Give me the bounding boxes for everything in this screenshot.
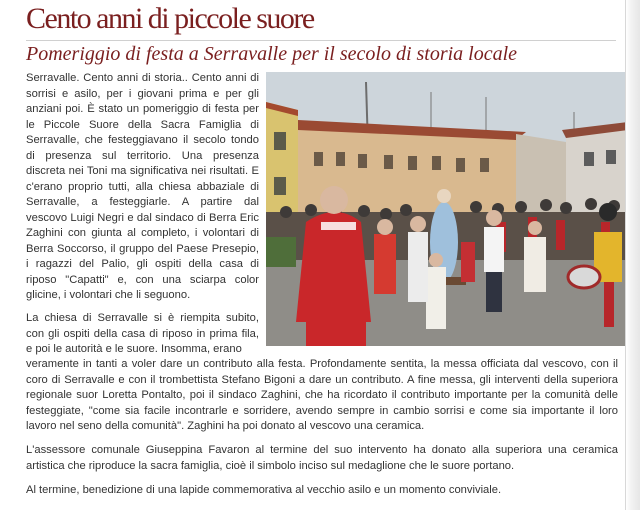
procession-photo-icon [266,72,628,346]
article-paragraph-3: L'assessore comunale Giuseppina Favaron al termine del suo intervento ha donato alla superiora una ceramica artistica che riproduce la sacra famiglia, cioè il simbolo inciso sul medaglione che le suore portano. [26,444,618,472]
article-photo[interactable] [266,72,628,346]
article-title: Cento anni di piccole suore [26,2,314,35]
article-subtitle: Pomeriggio di festa a Serravalle per il secolo di storia locale [26,43,518,65]
page-edge-shadow [625,0,640,510]
article-paragraph-1: Serravalle. Cento anni di storia.. Cento anni di sorrisi e asilo, per i giovani prima e per gli anziani poi. È stato un pomeriggio di festa per le Piccole Suore della Sacra Famiglia di Serravalle, che festeggiavano il secolo tondo di presenza sul territorio. Una presenza discreta nei Toni ma significativa nei risultati. E c'erano proprio tutti, alla chiesa abbaziale di Serravalle, a festeggiarle. A partire dal vescovo Luigi Negri e dal sindaco di Berra Eric Zaghini con giunta al completo, i volontari di Berra Soccorso, il gruppo del Paese Presepio, i ragazzi del Palio, gli ospiti della casa di riposo "Capatti" e, con una sciarpa color glicine, i volontari che li seguono. [26,72,259,301]
title-divider [26,40,616,41]
article-paragraph-2-continued: veramente in tanti a voler dare un contributo alla festa. Profondamente sentita, la messa officiata dal vescovo, con il coro di Serravalle e con il trombettista Stefano Bigoni a dare un contributo. A fine messa, gli interventi della superiora regionale suor Loretta Pontalto, poi il sindaco Zaghini, che ha ricordato il contributo importante per la comunità delle festeggiate, "come sia facile incontrarle e sorridere, avendo sempre in cambio sorrisi e come sia importante il loro lavoro nel seno della comunità". Zaghini ha poi donato al vescovo una ceramica. [26,358,618,432]
article-paragraph-4: Al termine, benedizione di una lapide commemorativa al vecchio asilo e un momento conviviale. [26,484,502,496]
article-paragraph-2-start: La chiesa di Serravalle si è riempita subito, con gli ospiti della casa di riposo in prima fila, e poi le autorità e le suore. Insomma, erano [26,312,259,355]
